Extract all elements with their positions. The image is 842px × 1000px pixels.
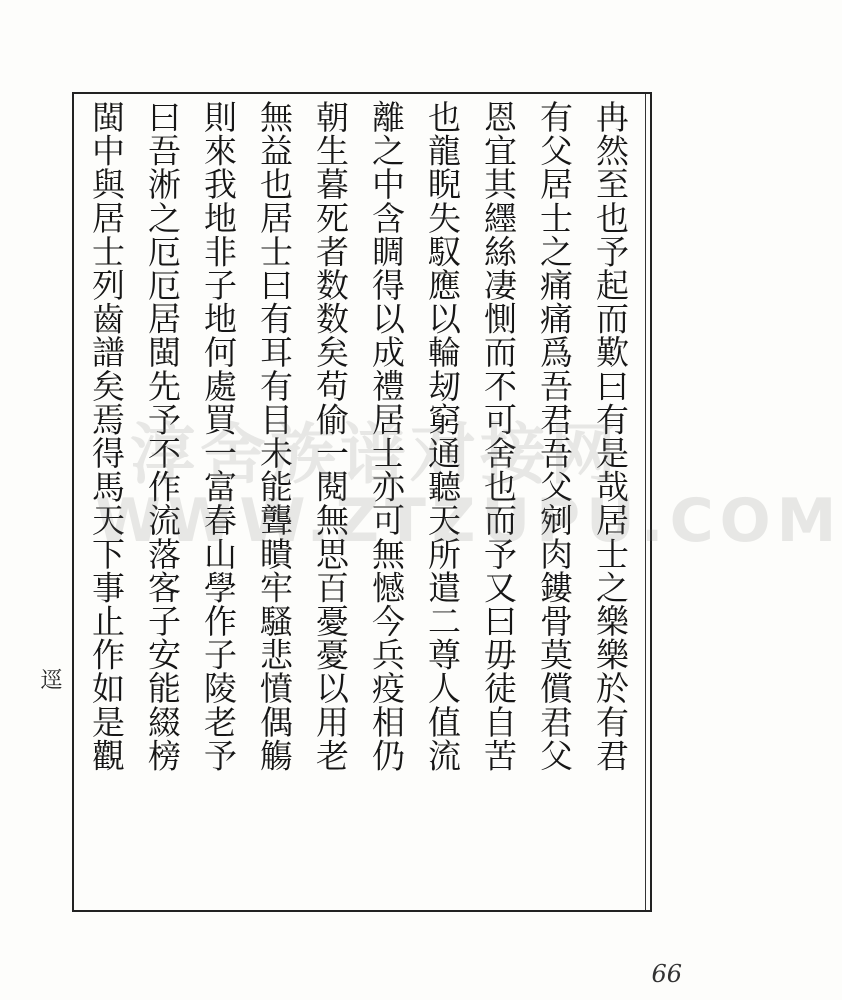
margin-mark: 逕 xyxy=(37,668,62,690)
page-number: 66 xyxy=(651,960,682,988)
text-column-2: 有父居士之痛痛爲吾君吾父剜肉鏤骨莫償君父 xyxy=(535,100,574,772)
text-column-9: 曰吾淅之厄厄居閩先予不作流落客子安能綴榜 xyxy=(143,100,182,772)
text-frame xyxy=(72,92,652,912)
text-column-7: 無益也居士曰有耳有目未能聾瞶牢騷悲憤偶觴 xyxy=(255,100,294,772)
text-columns xyxy=(74,94,650,910)
text-column-3: 恩宜其纆絲凄惻而不可舍也而予又曰毋徒自苦 xyxy=(479,100,518,772)
text-column-5: 離之中含睭得以成禮居士亦可無憾今兵疫相仍 xyxy=(367,100,406,772)
text-column-10: 閩中與居士列齒譜矣焉得馬天下事止作如是觀 xyxy=(87,100,126,772)
watermark-cn: 淳舍族谱对接网 xyxy=(130,416,620,493)
watermark-en: WWW.ZTZUPU.COM xyxy=(95,486,842,556)
text-column-1: 冉然至也予起而歎曰有是哉居士之樂樂於有君 xyxy=(591,100,630,772)
text-column-6: 朝生暮死者数数矣苟偷一閱無思百憂憂以用老 xyxy=(311,100,350,772)
text-column-4: 也龍睨失馭應以輪刼窮通聽天所遣二尊人值流 xyxy=(423,100,462,772)
text-column-8: 則來我地非子地何處買一富春山學作子陵老予 xyxy=(199,100,238,772)
